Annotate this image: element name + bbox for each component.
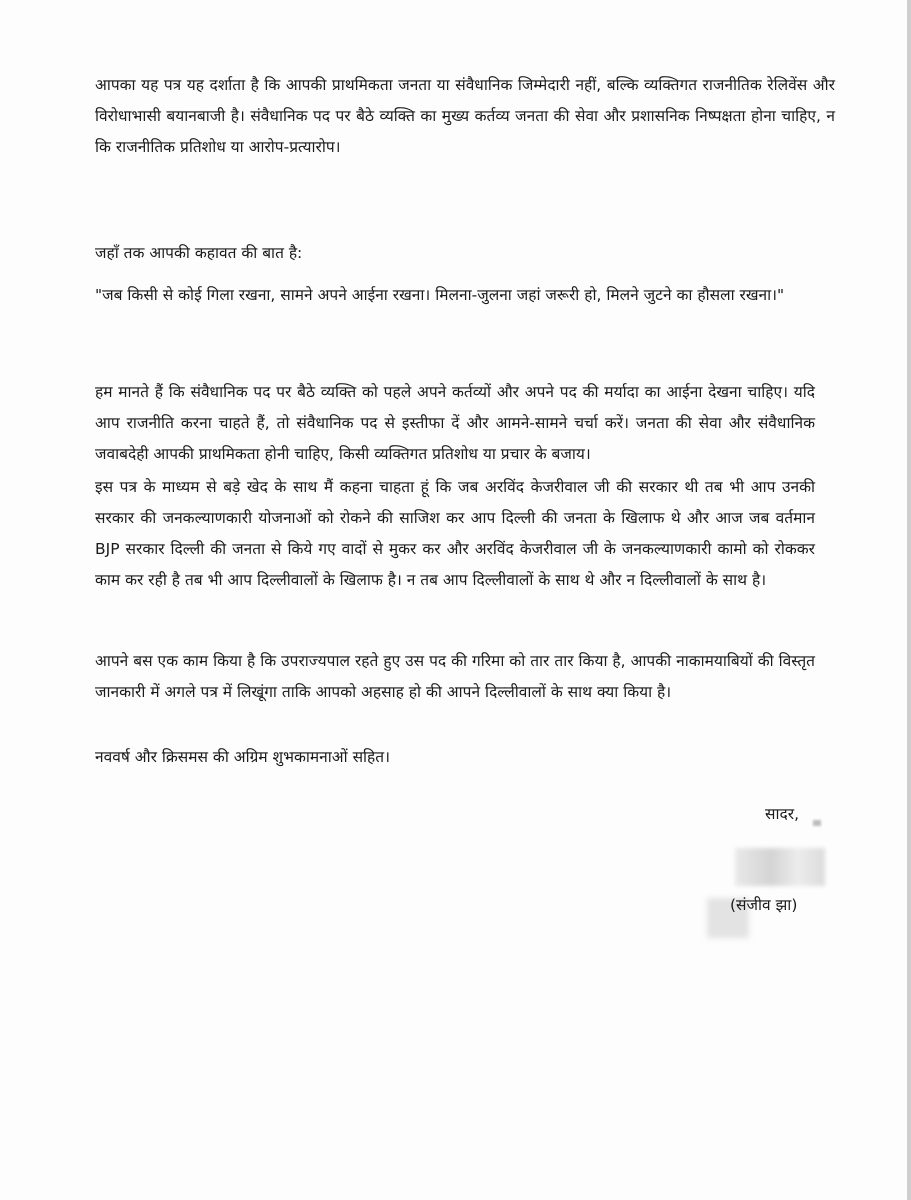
paragraph-5: इस पत्र के माध्यम से बड़े खेद के साथ मैं कहना चाहता हूं कि जब अरविंद केजरीवाल जी की सरकार थी तब भी आप उनकी सरकार की जनकल्याणकारी योजनाओं को रोकने की साजिश कर आप दिल्ली की जनता के खिलाफ थे और आज जब वर्तमान BJP सरकार दिल्ली की जनता से किये गए वादों से मुकर कर और अरविंद केजरीवाल जी के जनकल्याणकारी कामो को रोककर काम कर रही है तब भी आप दिल्लीवालों के खिलाफ है। न तब आप दिल्लीवालों के साथ थे और न दिल्लीवालों के साथ है। [95,478,815,589]
greeting-line: नववर्ष और क्रिसमस की अग्रिम शुभकामनाओं सहित। [95,748,391,766]
redacted-mark [813,820,821,826]
closing-text: सादर, [765,805,799,823]
paragraph-4: हम मानते हैं कि संवैधानिक पद पर बैठे व्यक्ति को पहले अपने कर्तव्यों और अपने पद की मर्यादा का आईना देखना चाहिए। यदि आप राजनीति करना चाहते हैं, तो संवैधानिक पद से इस्तीफा दें और आमने-सामने चर्चा करें। जनता की सेवा और संवैधानिक जवाबदेही आपकी प्राथमिकता होनी चाहिए, किसी व्यक्तिगत प्रतिशोध या प्रचार के बजाय। [95,383,815,463]
quote-paragraph: "जब किसी से कोई गिला रखना, सामने अपने आईना रखना। मिलना-जुलना जहां जरूरी हो, मिलने जुटने का हौसला रखना।" [95,286,785,304]
paragraph-6: आपने बस एक काम किया है कि उपराज्यपाल रहते हुए उस पद की गरिमा को तार तार किया है, आपकी नाकामयाबियों की विस्तृत जानकारी में अगले पत्र में लिखूंगा ताकि आपको अहसाह हो की आपने दिल्लीवालों के साथ क्या किया है। [95,652,815,701]
blurred-signature [735,848,825,886]
paragraph-2: जहाँ तक आपकी कहावत की बात है: [95,244,303,262]
signatory-name: (संजीव झा) [730,896,798,914]
paragraph-1: आपका यह पत्र यह दर्शाता है कि आपकी प्राथमिकता जनता या संवैधानिक जिम्मेदारी नहीं, बल्कि व्यक्तिगत राजनीतिक रेलिवेंस और विरोधाभासी बयानबाजी है। संवैधानिक पद पर बैठे व्यक्ति का मुख्य कर्तव्य जनता की सेवा और प्रशासनिक निष्पक्षता होना चाहिए, न कि राजनीतिक प्रतिशोध या आरोप-प्रत्यारोप। [95,76,835,156]
scan-edge [907,0,911,1200]
